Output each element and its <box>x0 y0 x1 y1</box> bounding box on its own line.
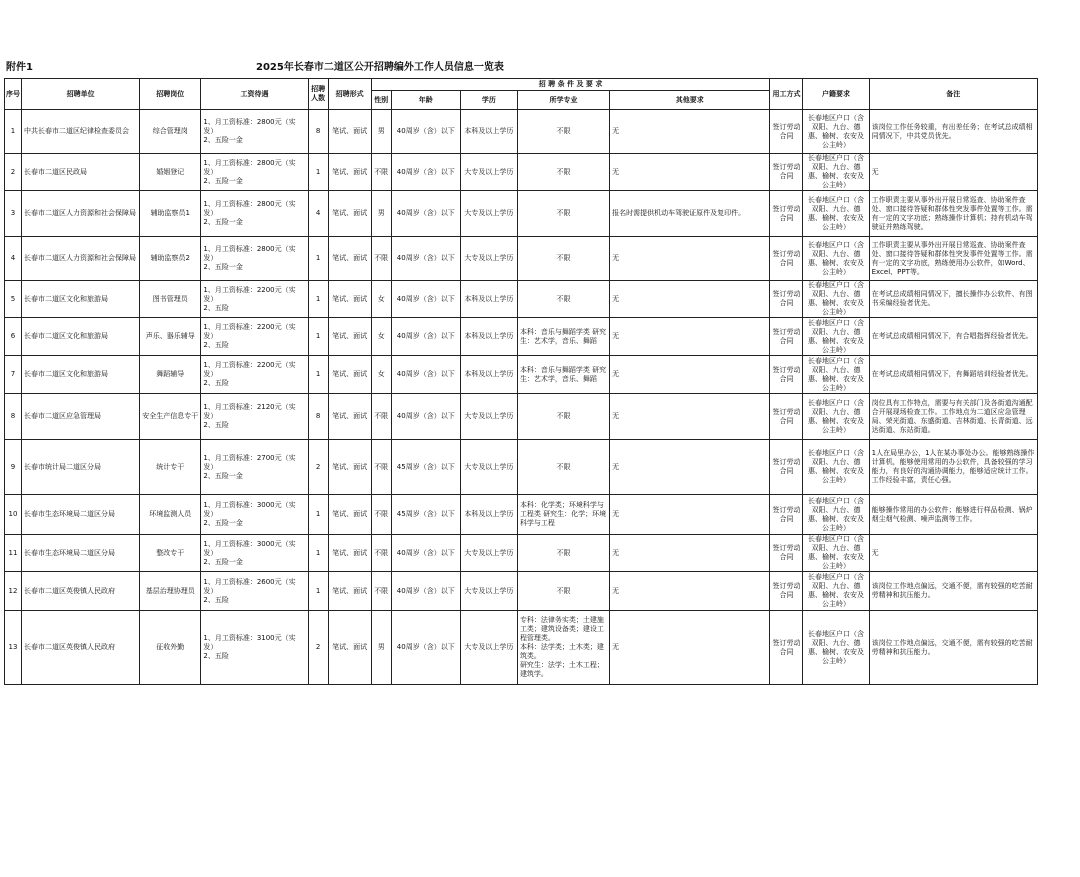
cell-education: 大专及以上学历 <box>460 611 517 685</box>
cell-employment: 签订劳动合同 <box>770 535 803 572</box>
table-row <box>5 495 1038 535</box>
cell-count: 8 <box>308 110 328 154</box>
cell-salary: 1、月工资标准：3100元（实发） 2、五险 <box>201 611 308 685</box>
cell-unit: 中共长春市二道区纪律检查委员会 <box>22 110 140 154</box>
cell-other: 无 <box>610 110 770 154</box>
table-row <box>5 281 1038 318</box>
cell-count: 1 <box>308 495 328 535</box>
cell-salary: 1、月工资标准：2200元（实发） 2、五险 <box>201 318 308 356</box>
cell-position: 基层治理协理员 <box>140 572 201 611</box>
table-row <box>5 191 1038 237</box>
cell-major: 不限 <box>517 281 609 318</box>
cell-residence: 长春地区户口（含双阳、九台、德惠、榆树、农安及公主岭） <box>803 394 869 440</box>
cell-remarks: 无 <box>869 535 1037 572</box>
cell-remarks: 工作职责主要从事外出开展日常巡查、协助案件查处、窗口接待答疑和群体性突发事件处置等工作。需有一定的文字功底；熟练操作计算机；持有机动车驾驶证并熟练驾驶。 <box>869 191 1037 237</box>
table-row <box>5 535 1038 572</box>
cell-age: 40周岁（含）以下 <box>391 318 460 356</box>
cell-unit: 长春市生态环境局二道区分局 <box>22 495 140 535</box>
cell-major: 不限 <box>517 535 609 572</box>
cell-count: 8 <box>308 394 328 440</box>
table-row <box>5 611 1038 685</box>
cell-salary: 1、月工资标准：2800元（实发） 2、五险一金 <box>201 110 308 154</box>
cell-method: 笔试、面试 <box>328 611 371 685</box>
cell-major: 不限 <box>517 154 609 191</box>
cell-education: 大专及以上学历 <box>460 440 517 495</box>
cell-method: 笔试、面试 <box>328 440 371 495</box>
cell-employment: 签订劳动合同 <box>770 572 803 611</box>
cell-method: 笔试、面试 <box>328 318 371 356</box>
cell-gender: 不限 <box>371 237 391 281</box>
cell-other: 无 <box>610 495 770 535</box>
cell-age: 40周岁（含）以下 <box>391 281 460 318</box>
cell-age: 40周岁（含）以下 <box>391 154 460 191</box>
cell-gender: 不限 <box>371 440 391 495</box>
cell-no: 7 <box>5 356 22 394</box>
cell-employment: 签订劳动合同 <box>770 356 803 394</box>
cell-unit: 长春市二道区文化和旅游局 <box>22 281 140 318</box>
cell-unit: 长春市二道区应急管理局 <box>22 394 140 440</box>
cell-remarks: 在考试总成绩相同情况下，擅长操作办公软件、有图书采编经验者优先。 <box>869 281 1037 318</box>
cell-other: 无 <box>610 535 770 572</box>
cell-no: 11 <box>5 535 22 572</box>
cell-method: 笔试、面试 <box>328 572 371 611</box>
cell-education: 大专及以上学历 <box>460 572 517 611</box>
cell-major: 不限 <box>517 237 609 281</box>
cell-no: 9 <box>5 440 22 495</box>
cell-gender: 男 <box>371 611 391 685</box>
cell-residence: 长春地区户口（含双阳、九台、德惠、榆树、农安及公主岭） <box>803 154 869 191</box>
cell-position: 图书管理员 <box>140 281 201 318</box>
header-employment: 用工方式 <box>770 79 803 110</box>
cell-method: 笔试、面试 <box>328 495 371 535</box>
cell-residence: 长春地区户口（含双阳、九台、德惠、榆树、农安及公主岭） <box>803 110 869 154</box>
cell-position: 整改专干 <box>140 535 201 572</box>
header-other: 其他要求 <box>610 91 770 110</box>
cell-employment: 签订劳动合同 <box>770 495 803 535</box>
cell-remarks: 无 <box>869 154 1037 191</box>
cell-education: 大专及以上学历 <box>460 154 517 191</box>
cell-education: 大专及以上学历 <box>460 535 517 572</box>
header-major: 所学专业 <box>517 91 609 110</box>
cell-education: 大专及以上学历 <box>460 191 517 237</box>
cell-method: 笔试、面试 <box>328 237 371 281</box>
header-age: 年龄 <box>391 91 460 110</box>
table-row <box>5 572 1038 611</box>
cell-other: 无 <box>610 394 770 440</box>
table-body <box>5 110 1038 685</box>
cell-no: 10 <box>5 495 22 535</box>
cell-other: 无 <box>610 440 770 495</box>
cell-count: 1 <box>308 356 328 394</box>
cell-gender: 不限 <box>371 495 391 535</box>
cell-method: 笔试、面试 <box>328 394 371 440</box>
cell-major: 不限 <box>517 440 609 495</box>
header-position: 招聘岗位 <box>140 79 201 110</box>
cell-salary: 1、月工资标准：2120元（实发） 2、五险 <box>201 394 308 440</box>
cell-age: 40周岁（含）以下 <box>391 535 460 572</box>
cell-employment: 签订劳动合同 <box>770 154 803 191</box>
cell-residence: 长春地区户口（含双阳、九台、德惠、榆树、农安及公主岭） <box>803 281 869 318</box>
header-no: 序号 <box>5 79 22 110</box>
cell-other: 无 <box>610 356 770 394</box>
cell-major: 不限 <box>517 394 609 440</box>
cell-unit: 长春市二道区英俊镇人民政府 <box>22 611 140 685</box>
cell-age: 40周岁（含）以下 <box>391 191 460 237</box>
cell-method: 笔试、面试 <box>328 191 371 237</box>
cell-salary: 1、月工资标准：2800元（实发） 2、五险一金 <box>201 237 308 281</box>
cell-position: 婚姻登记 <box>140 154 201 191</box>
cell-position: 安全生产信息专干 <box>140 394 201 440</box>
cell-education: 本科及以上学历 <box>460 495 517 535</box>
cell-gender: 男 <box>371 191 391 237</box>
cell-other: 报名时需提供机动车驾驶证原件及复印件。 <box>610 191 770 237</box>
header-remarks: 备注 <box>869 79 1037 110</box>
cell-education: 大专及以上学历 <box>460 394 517 440</box>
cell-major: 不限 <box>517 110 609 154</box>
cell-remarks: 在考试总成绩相同情况下，有合唱指挥经验者优先。 <box>869 318 1037 356</box>
cell-position: 综合管理岗 <box>140 110 201 154</box>
cell-employment: 签订劳动合同 <box>770 611 803 685</box>
cell-remarks: 该岗位工作地点偏远，交通不便，需有较强的吃苦耐劳精神和抗压能力。 <box>869 611 1037 685</box>
cell-employment: 签订劳动合同 <box>770 394 803 440</box>
cell-residence: 长春地区户口（含双阳、九台、德惠、榆树、农安及公主岭） <box>803 191 869 237</box>
cell-unit: 长春市二道区民政局 <box>22 154 140 191</box>
cell-gender: 女 <box>371 356 391 394</box>
cell-salary: 1、月工资标准：2800元（实发） 2、五险一金 <box>201 154 308 191</box>
cell-other: 无 <box>610 237 770 281</box>
cell-gender: 不限 <box>371 572 391 611</box>
cell-method: 笔试、面试 <box>328 356 371 394</box>
cell-unit: 长春市二道区英俊镇人民政府 <box>22 572 140 611</box>
cell-gender: 女 <box>371 318 391 356</box>
cell-age: 40周岁（含）以下 <box>391 394 460 440</box>
cell-gender: 不限 <box>371 154 391 191</box>
cell-remarks: 岗位具有工作特点，需要与有关部门及各街道沟通配合开展现场检查工作。工作地点为二道区应急管理局、荣光街道、东盛街道、吉林街道、长青街道、远达街道、东站街道。 <box>869 394 1037 440</box>
cell-remarks: 该岗位工作任务较重，有出差任务；在考试总成绩相同情况下，中共党员优先。 <box>869 110 1037 154</box>
cell-no: 4 <box>5 237 22 281</box>
header-gender: 性别 <box>371 91 391 110</box>
header-unit: 招聘单位 <box>22 79 140 110</box>
cell-residence: 长春地区户口（含双阳、九台、德惠、榆树、农安及公主岭） <box>803 572 869 611</box>
cell-no: 12 <box>5 572 22 611</box>
header-count: 招聘人数 <box>308 79 328 110</box>
cell-major: 不限 <box>517 572 609 611</box>
cell-position: 环境监测人员 <box>140 495 201 535</box>
cell-unit: 长春市二道区人力资源和社会保障局 <box>22 237 140 281</box>
cell-other: 无 <box>610 154 770 191</box>
header-salary: 工资待遇 <box>201 79 308 110</box>
cell-other: 无 <box>610 611 770 685</box>
cell-employment: 签订劳动合同 <box>770 440 803 495</box>
table-row <box>5 394 1038 440</box>
cell-remarks: 在考试总成绩相同情况下，有舞蹈培训经验者优先。 <box>869 356 1037 394</box>
cell-residence: 长春地区户口（含双阳、九台、德惠、榆树、农安及公主岭） <box>803 318 869 356</box>
cell-residence: 长春地区户口（含双阳、九台、德惠、榆树、农安及公主岭） <box>803 237 869 281</box>
cell-major: 不限 <box>517 191 609 237</box>
cell-residence: 长春地区户口（含双阳、九台、德惠、榆树、农安及公主岭） <box>803 611 869 685</box>
cell-unit: 长春市统计局二道区分局 <box>22 440 140 495</box>
cell-age: 45周岁（含）以下 <box>391 440 460 495</box>
cell-employment: 签订劳动合同 <box>770 318 803 356</box>
cell-method: 笔试、面试 <box>328 110 371 154</box>
cell-other: 无 <box>610 318 770 356</box>
table-title: 2025年长春市二道区公开招聘编外工作人员信息一览表 <box>256 62 504 73</box>
cell-education: 本科及以上学历 <box>460 318 517 356</box>
cell-salary: 1、月工资标准：2700元（实发） 2、五险一金 <box>201 440 308 495</box>
cell-gender: 女 <box>371 281 391 318</box>
cell-other: 无 <box>610 281 770 318</box>
cell-no: 2 <box>5 154 22 191</box>
cell-method: 笔试、面试 <box>328 535 371 572</box>
cell-count: 1 <box>308 572 328 611</box>
cell-salary: 1、月工资标准：2600元（实发） 2、五险 <box>201 572 308 611</box>
cell-employment: 签订劳动合同 <box>770 110 803 154</box>
cell-position: 辅助监察员2 <box>140 237 201 281</box>
cell-residence: 长春地区户口（含双阳、九台、德惠、榆树、农安及公主岭） <box>803 535 869 572</box>
cell-unit: 长春市生态环境局二道区分局 <box>22 535 140 572</box>
cell-count: 1 <box>308 237 328 281</box>
table-row <box>5 154 1038 191</box>
cell-gender: 男 <box>371 110 391 154</box>
cell-education: 大专及以上学历 <box>460 237 517 281</box>
cell-position: 统计专干 <box>140 440 201 495</box>
header-education: 学历 <box>460 91 517 110</box>
header-residence: 户籍要求 <box>803 79 869 110</box>
cell-employment: 签订劳动合同 <box>770 237 803 281</box>
cell-age: 40周岁（含）以下 <box>391 110 460 154</box>
table-row <box>5 318 1038 356</box>
attachment-label: 附件1 <box>6 62 33 73</box>
table-row <box>5 440 1038 495</box>
cell-no: 13 <box>5 611 22 685</box>
cell-unit: 长春市二道区人力资源和社会保障局 <box>22 191 140 237</box>
cell-remarks: 工作职责主要从事外出开展日常巡查、协助案件查处、窗口接待答疑和群体性突发事件处置等工作。需有一定的文字功底，熟练使用办公软件，如Word、Excel、PPT等。 <box>869 237 1037 281</box>
cell-education: 本科及以上学历 <box>460 110 517 154</box>
cell-no: 3 <box>5 191 22 237</box>
cell-count: 2 <box>308 611 328 685</box>
table-row <box>5 110 1038 154</box>
cell-salary: 1、月工资标准：2200元（实发） 2、五险 <box>201 281 308 318</box>
cell-gender: 不限 <box>371 535 391 572</box>
cell-method: 笔试、面试 <box>328 281 371 318</box>
cell-count: 1 <box>308 281 328 318</box>
cell-position: 舞蹈辅导 <box>140 356 201 394</box>
cell-age: 40周岁（含）以下 <box>391 572 460 611</box>
cell-count: 1 <box>308 318 328 356</box>
table-row <box>5 237 1038 281</box>
cell-position: 声乐、器乐辅导 <box>140 318 201 356</box>
cell-age: 45周岁（含）以下 <box>391 495 460 535</box>
cell-no: 1 <box>5 110 22 154</box>
cell-employment: 签订劳动合同 <box>770 191 803 237</box>
cell-major: 本科：音乐与舞蹈学类 研究生：艺术学，音乐、舞蹈 <box>517 318 609 356</box>
cell-major: 专科：法律务实类；土建施工类；建筑设备类；建设工程管理类。 本科：法学类；土木类；建筑类。 研究生：法学；土木工程；建筑学。 <box>517 611 609 685</box>
cell-employment: 签订劳动合同 <box>770 281 803 318</box>
cell-count: 1 <box>308 154 328 191</box>
cell-no: 5 <box>5 281 22 318</box>
cell-residence: 长春地区户口（含双阳、九台、德惠、榆树、农安及公主岭） <box>803 440 869 495</box>
cell-residence: 长春地区户口（含双阳、九台、德惠、榆树、农安及公主岭） <box>803 356 869 394</box>
cell-major: 本科：音乐与舞蹈学类 研究生：艺术学，音乐、舞蹈 <box>517 356 609 394</box>
cell-education: 本科及以上学历 <box>460 356 517 394</box>
cell-remarks: 该岗位工作地点偏远，交通不便，需有较强的吃苦耐劳精神和抗压能力。 <box>869 572 1037 611</box>
header-conditions: 招 聘 条 件 及 要 求 <box>371 79 770 91</box>
cell-other: 无 <box>610 572 770 611</box>
cell-major: 本科：化学类；环境科学与工程类 研究生：化学；环境科学与工程 <box>517 495 609 535</box>
cell-position: 征收外勤 <box>140 611 201 685</box>
cell-residence: 长春地区户口（含双阳、九台、德惠、榆树、农安及公主岭） <box>803 495 869 535</box>
cell-position: 辅助监察员1 <box>140 191 201 237</box>
cell-salary: 1、月工资标准：2200元（实发） 2、五险 <box>201 356 308 394</box>
cell-age: 40周岁（含）以下 <box>391 356 460 394</box>
cell-count: 2 <box>308 440 328 495</box>
table-row <box>5 356 1038 394</box>
cell-remarks: 1人在局里办公，1人在某办事处办公。能够熟练操作计算机，能够使用常用的办公软件，具备较强的学习能力，有良好的沟通协调能力，能够适应统计工作。工作经验丰富，责任心强。 <box>869 440 1037 495</box>
cell-no: 8 <box>5 394 22 440</box>
cell-count: 4 <box>308 191 328 237</box>
cell-education: 本科及以上学历 <box>460 281 517 318</box>
cell-unit: 长春市二道区文化和旅游局 <box>22 356 140 394</box>
header-method: 招聘形式 <box>328 79 371 110</box>
cell-method: 笔试、面试 <box>328 154 371 191</box>
cell-age: 40周岁（含）以下 <box>391 611 460 685</box>
cell-gender: 不限 <box>371 394 391 440</box>
cell-salary: 1、月工资标准：2800元（实发） 2、五险一金 <box>201 191 308 237</box>
recruitment-table <box>4 78 1038 685</box>
cell-no: 6 <box>5 318 22 356</box>
cell-remarks: 能够操作常用的办公软件；能够进行样品检测、锅炉烟尘烟气检测、噪声监测等工作。 <box>869 495 1037 535</box>
cell-salary: 1、月工资标准：3000元（实发） 2、五险一金 <box>201 535 308 572</box>
cell-count: 1 <box>308 535 328 572</box>
cell-age: 40周岁（含）以下 <box>391 237 460 281</box>
cell-unit: 长春市二道区文化和旅游局 <box>22 318 140 356</box>
cell-salary: 1、月工资标准：3000元（实发） 2、五险一金 <box>201 495 308 535</box>
